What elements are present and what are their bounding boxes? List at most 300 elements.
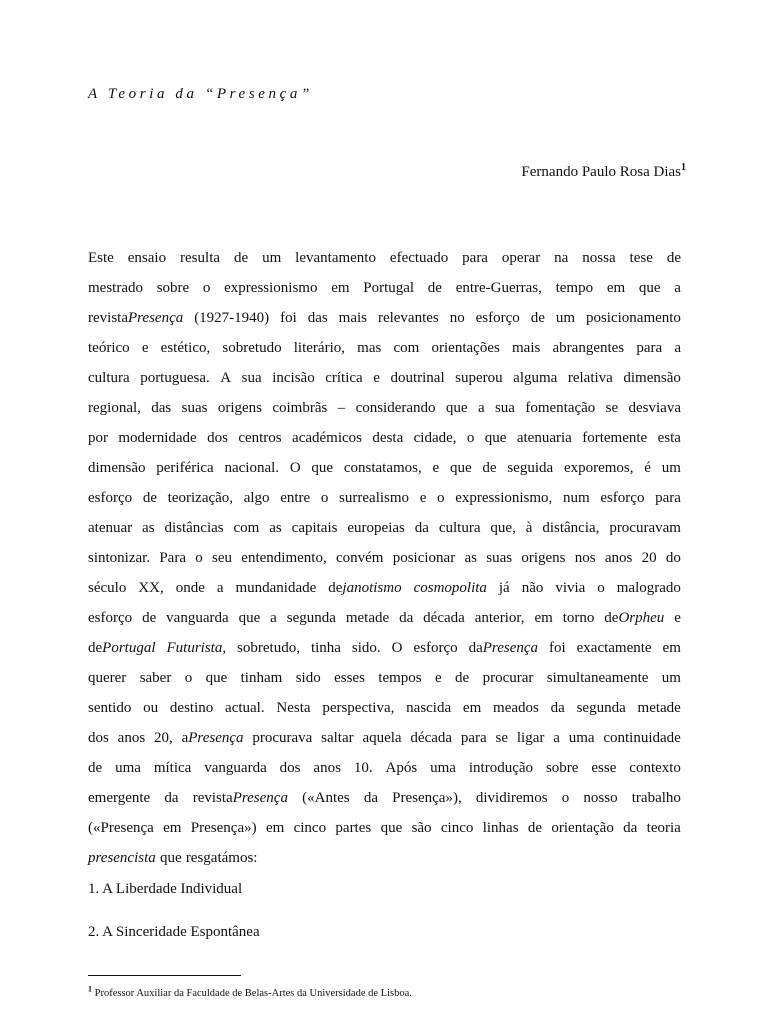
text: O: [391, 640, 403, 656]
text: convém: [335, 550, 384, 566]
word: [630, 243, 653, 273]
paragraph-line: [88, 603, 681, 633]
word: [469, 753, 533, 783]
text: linhas: [482, 820, 519, 836]
word: [521, 543, 565, 573]
word: [617, 573, 681, 603]
word: [194, 303, 269, 333]
italic-text: presencista: [88, 850, 156, 866]
text: Após: [385, 760, 418, 776]
word: [195, 543, 203, 573]
word: [394, 333, 420, 363]
paragraph-line: [88, 513, 681, 543]
word: [166, 633, 226, 663]
text: se: [495, 730, 509, 746]
word: [234, 243, 248, 273]
text: da: [164, 790, 179, 806]
word: [334, 663, 365, 693]
text: Nesta: [276, 700, 311, 716]
word: [554, 243, 568, 273]
text: revista: [88, 310, 128, 326]
text: malogrado: [616, 580, 681, 596]
word: [242, 363, 262, 393]
text: que: [380, 820, 403, 836]
text: («Presença: [88, 820, 154, 836]
word: [280, 483, 310, 513]
text: de: [328, 580, 343, 596]
text: 10.: [353, 760, 373, 776]
word: [88, 363, 130, 393]
text: um: [661, 460, 681, 476]
word: [531, 303, 545, 333]
footnote-text: Professor Auxiliar da Faculdade de Belas-Artes da Universidade de Lisboa.: [94, 988, 412, 999]
text: levantamento: [295, 250, 376, 266]
text: para: [636, 340, 663, 356]
text: abrangentes: [552, 340, 625, 356]
word: [262, 243, 281, 273]
word: [252, 723, 312, 753]
word: [502, 243, 540, 273]
word: [269, 513, 282, 543]
text: que: [159, 850, 182, 866]
text: se: [605, 400, 619, 416]
text: a: [674, 340, 681, 356]
paragraph-line: [88, 243, 681, 273]
text: num: [562, 490, 590, 506]
text: tempos: [378, 670, 422, 686]
word: [325, 363, 362, 393]
word: [437, 483, 445, 513]
text: metade: [637, 700, 681, 716]
word: [482, 453, 496, 483]
word: [597, 573, 605, 603]
text: e: [435, 670, 442, 686]
text: contexto: [629, 760, 681, 776]
text: de: [233, 250, 249, 266]
text: foi: [548, 640, 566, 656]
word: [322, 693, 394, 723]
word: [142, 603, 156, 633]
word: [674, 603, 681, 633]
text: de: [427, 280, 442, 296]
word: [568, 363, 613, 393]
word: [335, 813, 371, 843]
word: [88, 843, 156, 873]
word: [186, 843, 258, 873]
word: [432, 333, 500, 363]
word: [128, 243, 166, 273]
word: [234, 513, 260, 543]
text: nossa: [582, 250, 616, 266]
text: o: [195, 550, 203, 566]
word: [237, 633, 300, 663]
word: [344, 453, 422, 483]
text: em: [462, 700, 482, 716]
text: mais: [512, 340, 541, 356]
word: [455, 483, 552, 513]
text: cidade,: [413, 430, 457, 446]
word: [666, 543, 681, 573]
text: de: [455, 670, 470, 686]
text: mais: [338, 310, 368, 326]
paragraph-line: [88, 273, 681, 303]
text: europeias: [347, 520, 405, 536]
text: resulta: [180, 250, 221, 266]
text: entre-Guerras,: [455, 280, 542, 296]
text: doutrinal: [390, 370, 445, 386]
word: [166, 603, 228, 633]
text: distância,: [542, 520, 600, 536]
text: em: [331, 280, 350, 296]
text: da: [363, 790, 378, 806]
text: Presença»): [190, 820, 257, 836]
text: actual.: [225, 700, 265, 716]
text: a: [216, 580, 224, 596]
word: [88, 453, 146, 483]
word: [439, 513, 481, 543]
word: [180, 243, 220, 273]
word: [138, 573, 163, 603]
word: [364, 783, 378, 813]
word: [313, 753, 341, 783]
text: nacional.: [224, 460, 280, 476]
text: no: [449, 310, 465, 326]
word: [467, 423, 475, 453]
word: [170, 693, 213, 723]
word: [88, 243, 114, 273]
word: [321, 483, 329, 513]
word: [88, 603, 132, 633]
text: da: [468, 640, 483, 656]
word: [604, 603, 664, 633]
word: [161, 333, 211, 363]
word: [373, 363, 380, 393]
word: [321, 723, 353, 753]
text: mundanidade: [235, 580, 317, 596]
text: exactamente: [576, 640, 652, 656]
text: do: [665, 550, 681, 566]
word: [413, 633, 457, 663]
text: por: [88, 430, 108, 446]
word: [569, 723, 595, 753]
paragraph-line: [88, 753, 681, 783]
text: esforço: [413, 640, 458, 656]
word: [555, 573, 585, 603]
word: [513, 363, 557, 393]
text: de: [604, 610, 619, 626]
italic-text: Presença: [482, 640, 539, 656]
list-item: 1. A Liberdade Individual: [88, 881, 243, 897]
word: [296, 663, 321, 693]
text: dimensão: [88, 460, 146, 476]
word: [674, 273, 681, 303]
paragraph-line: [88, 453, 681, 483]
paragraph-line: [88, 633, 681, 663]
author-name: [521, 164, 686, 181]
word: [549, 633, 566, 663]
text: cinco: [440, 820, 474, 836]
text: de: [142, 490, 157, 506]
word: [582, 423, 647, 453]
text: da: [414, 520, 429, 536]
text: capitais: [291, 520, 338, 536]
text: sua: [241, 370, 262, 386]
text: e: [432, 460, 440, 476]
word: [393, 543, 455, 573]
word: [339, 483, 409, 513]
text: sobre: [156, 280, 190, 296]
word: [88, 333, 130, 363]
word: [88, 783, 150, 813]
word: [563, 603, 595, 633]
text: e: [419, 490, 427, 506]
word: [553, 723, 560, 753]
word: [469, 633, 538, 663]
word: [157, 273, 190, 303]
text: o: [466, 430, 475, 446]
word: [623, 813, 637, 843]
text: a: [270, 610, 277, 626]
text: cinco: [293, 820, 327, 836]
text: centros: [238, 430, 282, 446]
word: [450, 453, 472, 483]
word: [88, 393, 141, 423]
text: século: [88, 580, 127, 596]
word: [142, 333, 149, 363]
paragraph-line: [88, 543, 681, 573]
word: [182, 393, 208, 423]
word: [392, 783, 462, 813]
word: [207, 423, 228, 453]
text: operar: [501, 250, 541, 266]
text: estético,: [160, 340, 211, 356]
text: Este: [88, 250, 114, 266]
text: teórico: [88, 340, 130, 356]
word: [499, 573, 510, 603]
word: [463, 693, 481, 723]
word: [182, 723, 244, 753]
word: [238, 423, 281, 453]
text: introdução: [468, 760, 534, 776]
text: desta: [372, 430, 404, 446]
word: [600, 483, 644, 513]
text: relevantes: [377, 310, 439, 326]
word: [662, 663, 681, 693]
word: [655, 483, 681, 513]
text: são: [411, 820, 432, 836]
text: um: [555, 310, 576, 326]
word: [556, 273, 594, 303]
word: [115, 753, 141, 783]
word: [164, 513, 223, 543]
author-text: Fernando Paulo Rosa Dias: [521, 164, 681, 180]
word: [636, 333, 662, 363]
text: cultura: [88, 370, 130, 386]
word: [461, 723, 487, 753]
word: [280, 753, 301, 783]
text: tese: [629, 250, 653, 266]
word: [239, 603, 261, 633]
text: orientações: [431, 340, 500, 356]
text: e: [373, 370, 380, 386]
word: [88, 303, 183, 333]
word: [446, 393, 468, 423]
text: com: [393, 340, 420, 356]
text: A: [220, 370, 232, 386]
text: em: [534, 610, 553, 626]
word: [517, 423, 572, 453]
word: [591, 753, 616, 783]
word: [642, 543, 657, 573]
text: ligar: [516, 730, 545, 746]
word: [412, 813, 432, 843]
text: procuravam: [609, 520, 681, 536]
text: Portugal: [363, 280, 415, 296]
word: [220, 363, 231, 393]
word: [151, 393, 171, 423]
italic-text: Futurista: [166, 640, 223, 656]
word: [433, 453, 440, 483]
word: [428, 273, 442, 303]
italic-text: cosmopolita: [413, 580, 487, 596]
word: [290, 453, 301, 483]
text: distâncias: [164, 520, 224, 536]
text: tinha: [310, 640, 341, 656]
text: e: [674, 610, 681, 626]
text: dos: [279, 760, 301, 776]
text: dos: [88, 730, 109, 746]
word: [88, 573, 126, 603]
word: [547, 663, 649, 693]
text: esforço: [475, 310, 520, 326]
text: o: [202, 280, 211, 296]
text: saber: [139, 670, 172, 686]
text: vanguarda: [166, 610, 229, 626]
text: teorização,: [167, 490, 234, 506]
paragraph-line: [88, 693, 681, 723]
word: [667, 243, 681, 273]
italic-text: Presença: [232, 790, 288, 806]
text: as: [269, 520, 282, 536]
word: [212, 543, 232, 573]
italic-text: Presença: [127, 310, 184, 326]
word: [525, 393, 595, 423]
word: [553, 333, 625, 363]
text: efectuado: [389, 250, 449, 266]
word: [193, 783, 288, 813]
word: [435, 663, 442, 693]
paragraph-line: [88, 813, 681, 843]
word: [605, 543, 633, 573]
text: da: [623, 820, 638, 836]
word: [88, 693, 131, 723]
word: [206, 663, 228, 693]
text: procurava: [252, 730, 313, 746]
word: [486, 543, 512, 573]
text: com: [233, 520, 260, 536]
word: [292, 423, 362, 453]
text: perspectiva,: [322, 700, 395, 716]
word: [88, 723, 109, 753]
text: –: [337, 400, 346, 416]
word: [159, 543, 186, 573]
text: dividiremos: [475, 790, 548, 806]
text: meados: [493, 700, 539, 716]
word: [390, 243, 448, 273]
text: a: [553, 730, 560, 746]
word: [507, 453, 553, 483]
text: esta: [657, 430, 681, 446]
text: origens: [521, 550, 566, 566]
word: [156, 453, 213, 483]
word: [495, 393, 515, 423]
text: o: [561, 790, 570, 806]
word: [483, 663, 534, 693]
paragraph-line: [88, 783, 681, 813]
word: [638, 693, 681, 723]
text: de: [530, 310, 545, 326]
text: algo: [243, 490, 270, 506]
text: entendimento,: [241, 550, 327, 566]
text: tempo: [555, 280, 594, 296]
word: [294, 813, 326, 843]
word: [331, 273, 349, 303]
word: [176, 573, 205, 603]
text: onde: [175, 580, 205, 596]
word: [483, 813, 519, 843]
footnote: [88, 984, 412, 999]
text: 20,: [154, 730, 173, 746]
text: superou: [455, 370, 503, 386]
text: que: [238, 610, 261, 626]
word: [338, 393, 346, 423]
text: fortemente: [582, 430, 648, 446]
text: o: [437, 490, 445, 506]
word: [160, 843, 182, 873]
word: [88, 483, 132, 513]
word: [88, 813, 154, 843]
word: [381, 813, 403, 843]
italic-text: Portugal: [102, 640, 156, 656]
word: [623, 363, 681, 393]
text: na: [554, 250, 569, 266]
text: exporemos,: [563, 460, 634, 476]
word: [352, 633, 381, 663]
text: as: [464, 550, 477, 566]
word: [378, 663, 421, 693]
word: [476, 783, 548, 813]
text: esforço: [88, 490, 133, 506]
word: [339, 303, 367, 333]
text: dos: [207, 430, 228, 446]
text: em: [163, 820, 182, 836]
text: sido.: [351, 640, 381, 656]
text: continuidade: [603, 730, 681, 746]
text: nos: [574, 550, 596, 566]
word: [629, 393, 681, 423]
text: para: [655, 490, 681, 506]
word: [512, 333, 540, 363]
word: [410, 723, 452, 753]
text: um: [661, 670, 681, 686]
text: incisão: [272, 370, 315, 386]
text: esse: [591, 760, 617, 776]
word: [562, 783, 570, 813]
text: («Antes: [302, 790, 350, 806]
word: [336, 543, 383, 573]
word: [476, 303, 520, 333]
text: XX,: [138, 580, 164, 596]
